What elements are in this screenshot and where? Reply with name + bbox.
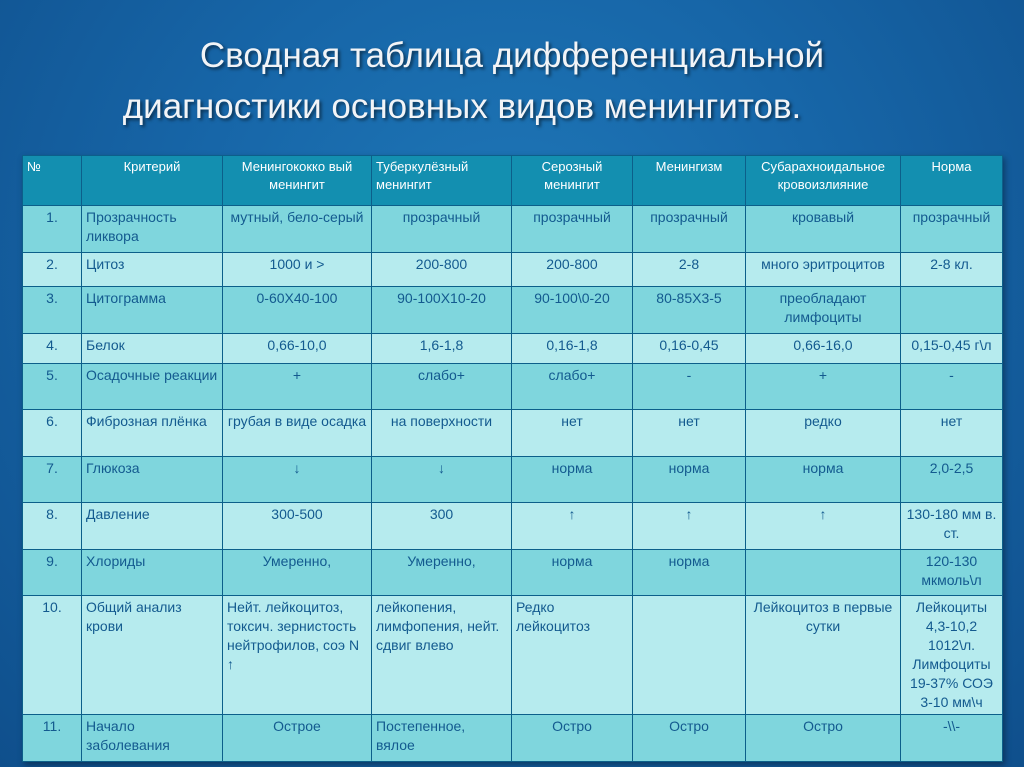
row-number: 8. — [23, 503, 82, 550]
table-cell: 0,66-16,0 — [746, 334, 901, 364]
row-number: 2. — [23, 253, 82, 287]
slide-title — [0, 30, 1024, 132]
table-cell: нет — [901, 410, 1003, 457]
table-cell: 200-800 — [512, 253, 633, 287]
criterion-cell: Хлориды — [82, 550, 223, 596]
table-cell: 200-800 — [372, 253, 512, 287]
title-line-2: диагностики основных видов менингитов. — [122, 87, 802, 126]
header-meningococcal: Менингококко вый менингит — [223, 156, 372, 206]
row-number: 4. — [23, 334, 82, 364]
table-row — [23, 364, 1003, 410]
table-cell: 2-8 кл. — [901, 253, 1003, 287]
decrease-arrow-icon: ↓ — [372, 457, 512, 503]
table-row — [23, 410, 1003, 457]
table-cell: 2,0-2,5 — [901, 457, 1003, 503]
table-cell: Остро — [633, 715, 746, 762]
table-cell: 0,16-1,8 — [512, 334, 633, 364]
diagnosis-table — [22, 155, 1003, 762]
table-cell: нет — [512, 410, 633, 457]
table-row — [23, 715, 1003, 762]
table-cell: 0,66-10,0 — [223, 334, 372, 364]
row-number: 11. — [23, 715, 82, 762]
criterion-cell: Прозрачность ликвора — [82, 206, 223, 253]
table-row — [23, 287, 1003, 334]
table-row — [23, 457, 1003, 503]
row-number: 5. — [23, 364, 82, 410]
header-tuberculous: Туберкулёзный менингит — [372, 156, 512, 206]
table-cell: -\\- — [901, 715, 1003, 762]
title-line-1: Сводная таблица дифференциальной — [199, 36, 825, 75]
table-cell: 1000 и > — [223, 253, 372, 287]
row-number: 3. — [23, 287, 82, 334]
criterion-cell: Глюкоза — [82, 457, 223, 503]
table-cell: 300-500 — [223, 503, 372, 550]
decrease-arrow-icon: ↓ — [223, 457, 372, 503]
table-cell: Редко лейкоцитоз — [512, 596, 633, 715]
header-row — [23, 156, 1003, 206]
table-cell: нет — [633, 410, 746, 457]
header-criterion: Критерий — [82, 156, 223, 206]
table-cell: прозрачный — [372, 206, 512, 253]
table-cell: прозрачный — [512, 206, 633, 253]
table-cell: редко — [746, 410, 901, 457]
table-cell: - — [901, 364, 1003, 410]
table-cell: 90-100\0-20 — [512, 287, 633, 334]
criterion-cell: Общий анализ крови — [82, 596, 223, 715]
row-number: 1. — [23, 206, 82, 253]
header-number: № — [23, 156, 82, 206]
table-cell: норма — [746, 457, 901, 503]
table-cell: Умеренно, — [223, 550, 372, 596]
criterion-cell: Фиброзная плёнка — [82, 410, 223, 457]
table-cell: Постепенное, вялое — [372, 715, 512, 762]
table-cell: слабо+ — [512, 364, 633, 410]
table-row — [23, 253, 1003, 287]
table-cell: норма — [512, 457, 633, 503]
table-cell: 120-130 мкмоль\л — [901, 550, 1003, 596]
header-norm: Норма — [901, 156, 1003, 206]
table-cell: грубая в виде осадка — [223, 410, 372, 457]
table-row — [23, 503, 1003, 550]
table-cell: Остро — [746, 715, 901, 762]
table-cell: 0,15-0,45 г\л — [901, 334, 1003, 364]
table-cell: норма — [512, 550, 633, 596]
table-cell — [633, 596, 746, 715]
criterion-cell: Давление — [82, 503, 223, 550]
row-number: 10. — [23, 596, 82, 715]
table-row — [23, 334, 1003, 364]
increase-arrow-icon: ↑ — [512, 503, 633, 550]
table-row — [23, 206, 1003, 253]
row-number: 9. — [23, 550, 82, 596]
table-cell: 2-8 — [633, 253, 746, 287]
table-cell: прозрачный — [633, 206, 746, 253]
table-cell — [746, 550, 901, 596]
table-cell: кровавый — [746, 206, 901, 253]
table-cell: 1,6-1,8 — [372, 334, 512, 364]
criterion-cell: Белок — [82, 334, 223, 364]
table-cell: слабо+ — [372, 364, 512, 410]
header-subarachnoid: Субарахноидальное кровоизлияние — [746, 156, 901, 206]
table-cell: Острое — [223, 715, 372, 762]
criterion-cell: Осадочные реакции — [82, 364, 223, 410]
criterion-cell: Начало заболевания — [82, 715, 223, 762]
table-cell: на поверхности — [372, 410, 512, 457]
row-number: 7. — [23, 457, 82, 503]
increase-arrow-icon: ↑ — [746, 503, 901, 550]
table-cell: 300 — [372, 503, 512, 550]
table-cell: норма — [633, 550, 746, 596]
table-cell: 0,16-0,45 — [633, 334, 746, 364]
table-cell: 80-85Х3-5 — [633, 287, 746, 334]
table-cell: - — [633, 364, 746, 410]
table-cell: прозрачный — [901, 206, 1003, 253]
table-cell: мутный, бело-серый — [223, 206, 372, 253]
table-cell: + — [746, 364, 901, 410]
table-cell: Остро — [512, 715, 633, 762]
table-cell: преобладают лимфоциты — [746, 287, 901, 334]
table-cell: 0-60Х40-100 — [223, 287, 372, 334]
criterion-cell: Цитограмма — [82, 287, 223, 334]
table-row — [23, 550, 1003, 596]
header-serous: Серозный менингит — [512, 156, 633, 206]
table-cell: норма — [633, 457, 746, 503]
table-cell: Нейт. лейкоцитоз, токсич. зернистость нейтрофилов, соэ N ↑ — [223, 596, 372, 715]
table-cell: + — [223, 364, 372, 410]
table-cell: 90-100Х10-20 — [372, 287, 512, 334]
header-meningism: Менингизм — [633, 156, 746, 206]
table-cell: Лейкоциты 4,3-10,2 1012\л. Лимфоциты 19-37% СОЭ 3-10 мм\ч — [901, 596, 1003, 715]
table-cell: лейкопения, лимфопения, нейт. сдвиг влево — [372, 596, 512, 715]
table-cell — [901, 287, 1003, 334]
criterion-cell: Цитоз — [82, 253, 223, 287]
table-row — [23, 596, 1003, 715]
increase-arrow-icon: ↑ — [633, 503, 746, 550]
table-cell: Умеренно, — [372, 550, 512, 596]
table-cell: 130-180 мм в. ст. — [901, 503, 1003, 550]
table-cell: много эритроцитов — [746, 253, 901, 287]
table-cell: Лейкоцитоз в первые сутки — [746, 596, 901, 715]
row-number: 6. — [23, 410, 82, 457]
